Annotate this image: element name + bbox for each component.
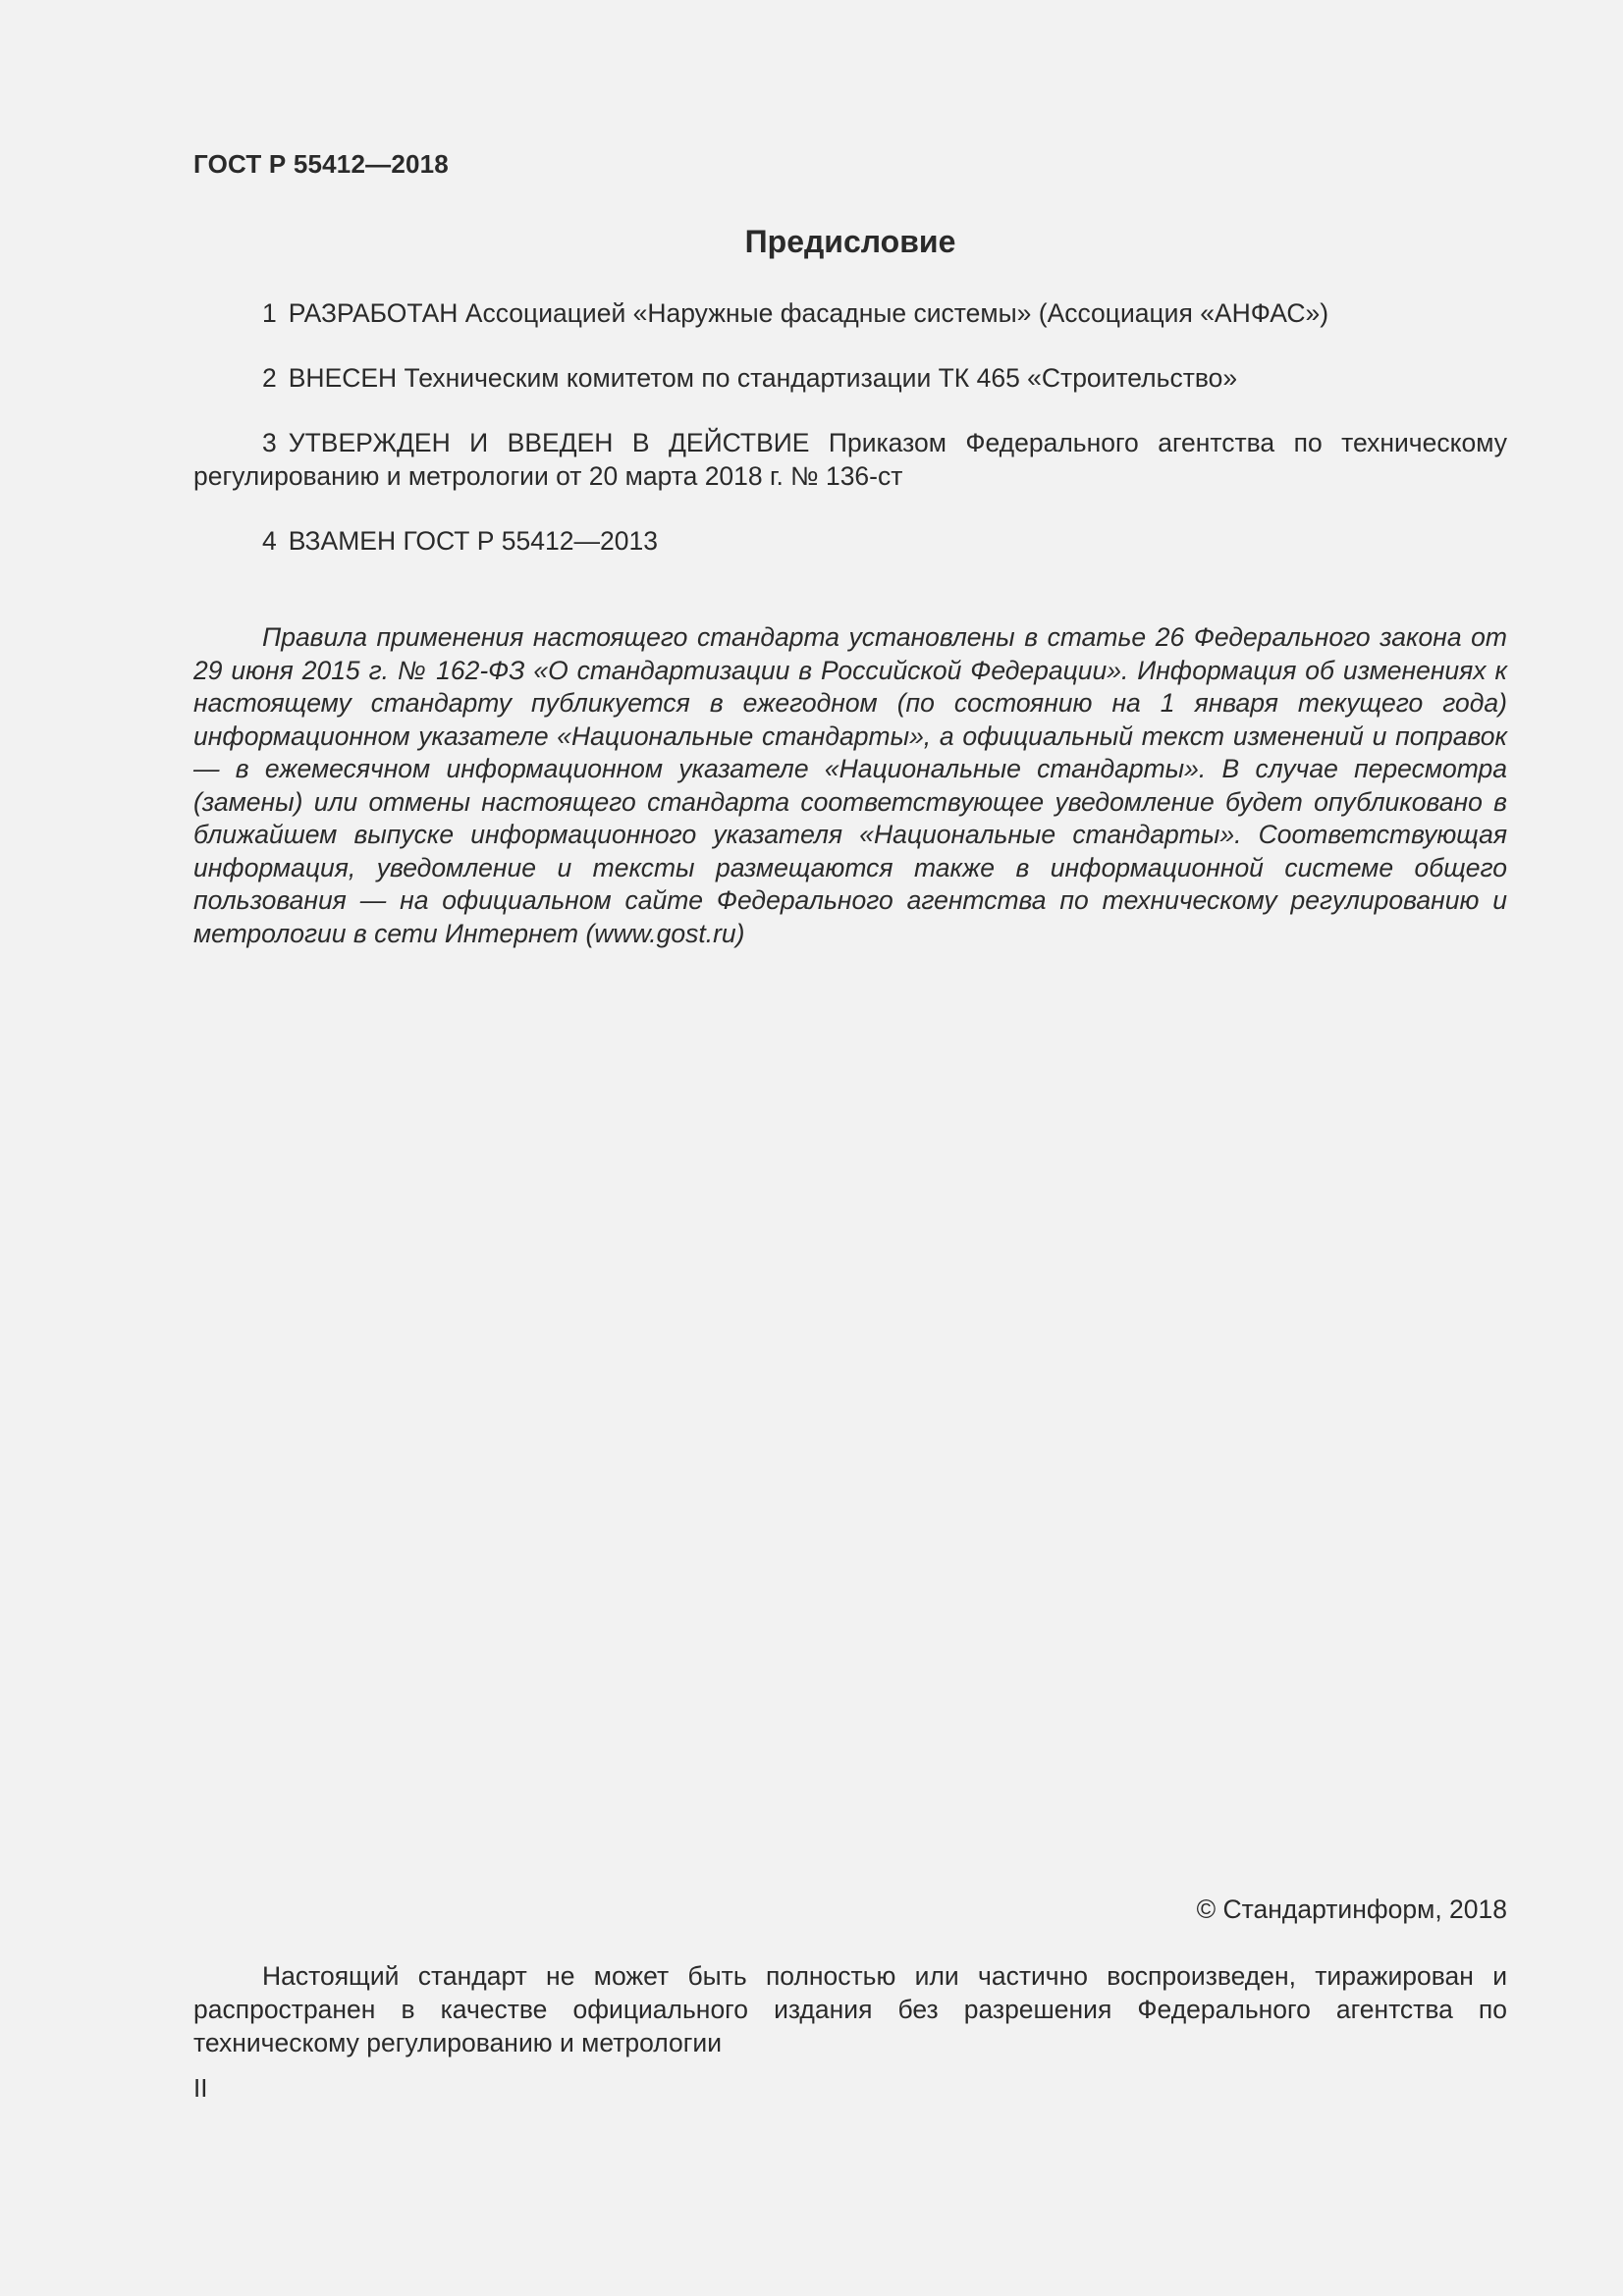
copyright-line: © Стандартинформ, 2018 [1196,1895,1507,1924]
foreword-item-4 [193,524,1507,558]
foreword-item-2 [193,361,1507,395]
page-number: II [193,2073,208,2103]
application-rules-paragraph: Правила применения настоящего стандарта установлены в статье 26 Федерального закона от 29 июня 2015 г. № 162-ФЗ «О стандартизации в Российской Федерации». Информация об изменениях к настоящему стандарту публикуется в ежегодном (по состоянию на 1 января текущего года) информационном указателе «Национальные стандарты», а официальный текст изменений и поправок — в ежемесячном информационном указателе «Национальные стандарты». В случае пересмотра (замены) или отмены настоящего стандарта соответствующее уведомление будет опубликовано в ближайшем выпуске информационного указателя «Национальные стандарты». Соответствующая информация, уведомление и тексты размещаются также в информационной системе общего пользования — на официальном сайте Федерального агентства по техническому регулированию и метрологии в сети Интернет (www.gost.ru) [193,622,1507,948]
reproduction-notice: Настоящий стандарт не может быть полностью или частично воспроизведен, тиражирован и распространен в качестве официального издания без разрешения Федерального агентства по техническому регулированию и метрологии [193,1961,1507,2057]
foreword-item-1 [193,296,1507,330]
standard-code-header: ГОСТ Р 55412—2018 [193,149,449,179]
item-text: РАЗРАБОТАН Ассоциацией «Наружные фасадные системы» (Ассоциация «АНФАС») [288,298,1329,328]
item-number: 1 [262,298,277,328]
item-text: ВНЕСЕН Техническим комитетом по стандартизации ТК 465 «Строительство» [288,363,1238,393]
item-text: ВЗАМЕН ГОСТ Р 55412—2013 [288,526,658,556]
item-number: 3 [262,428,277,457]
item-number: 4 [262,526,277,556]
page-title: Предисловие [744,224,956,259]
item-number: 2 [262,363,277,393]
item-text: УТВЕРЖДЕН И ВВЕДЕН В ДЕЙСТВИЕ Приказом Федерального агентства по техническому регулированию и метрологии от 20 марта 2018 г. № 136-ст [193,428,1507,491]
foreword-item-3 [193,426,1507,493]
